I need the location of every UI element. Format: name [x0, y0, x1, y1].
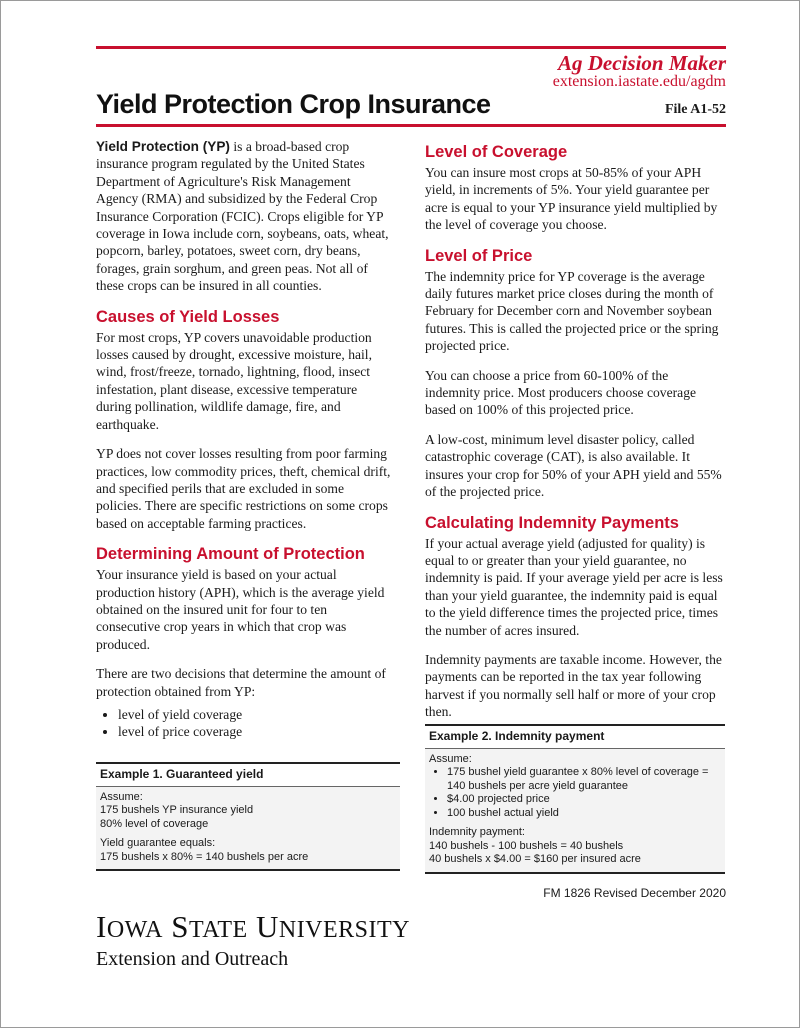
example-2-result-line: 140 bushels - 100 bushels = 40 bushels — [429, 839, 624, 852]
calc-heading: Calculating Indemnity Payments — [425, 513, 679, 532]
example-2-result-label: Indemnity payment: — [429, 826, 525, 838]
example-1-title: Example 1. Guaranteed yield — [96, 764, 400, 787]
page-title: Yield Protection Crop Insurance — [96, 89, 491, 119]
example-1-body — [96, 787, 400, 870]
determining-paragraph-1: Your insurance yield is based on your actual production history (APH), which is the average yield obtained on the insured unit for four to ten consecutive crop years in which that crop was produced. — [96, 567, 385, 652]
isu-logo — [96, 909, 411, 971]
price-paragraph-1: The indemnity price for YP coverage is the average daily futures market price closes during the month of February for December corn and November soybean futures. This is called the projected price or the spring projected price. — [425, 268, 719, 354]
isu-wordmark: IOWA STATE UNIVERSITY — [96, 909, 411, 944]
determining-heading: Determining Amount of Protection — [96, 545, 365, 564]
causes-paragraph-1: For most crops, YP covers unavoidable production losses caused by drought, excessive moisture, hail, wind, frost/freeze, tornado, lightning, flood, insect infestation, plant disease, excessive temperature during pollination, wildlife damage, fire, and earthquake. — [96, 329, 372, 432]
example-1-result-line: 175 bushels x 80% = 140 bushels per acre — [100, 850, 309, 863]
list-item: • 175 bushel yield guarantee x 80% level of coverage = 140 bushels per acre yield guarantee — [447, 766, 721, 793]
price-paragraph-2: You can choose a price from 60-100% of the indemnity price. Most producers choose coverage based on 100% of this projected price. — [425, 367, 697, 418]
right-column — [425, 142, 725, 733]
example-1-result-label: Yield guarantee equals: — [100, 837, 216, 849]
list-item: • level of price coverage — [118, 723, 391, 740]
list-item: • level of yield coverage — [118, 706, 391, 723]
example-2-body — [425, 749, 725, 872]
left-column — [96, 138, 391, 751]
causes-paragraph-2: YP does not cover losses resulting from poor farming practices, low commodity prices, theft, chemical drift, and specified perils that are excluded in some policies. There are specific restrictions on some crops based on acceptable farming practices. — [96, 446, 391, 531]
example-1-box — [96, 762, 400, 871]
example-1-assume-line: 80% level of coverage — [100, 817, 209, 830]
intro-text: is a broad-based crop insurance program regulated by the United States Department of Agriculture's Risk Management Agency (RMA) and subsidized by the Federal Crop Insurance Corporation (FCIC). Crops eligible for YP coverage in Iowa include corn, soybeans, oats, wheat, popcorn, barley, potatoes, sweet corn, dry beans, forages, grain sorghum, and green peas. Not all of these crops can be insured in all counties. — [96, 139, 389, 294]
isu-subtitle: Extension and Outreach — [96, 948, 289, 970]
intro-lead: Yield Protection (YP) — [96, 139, 230, 154]
example-1-assume-line: 175 bushels YP insurance yield — [100, 804, 254, 816]
decision-list — [96, 706, 391, 741]
causes-heading: Causes of Yield Losses — [96, 307, 280, 326]
publication-code: FM 1826 Revised December 2020 — [543, 886, 726, 900]
example-2-assume-list — [429, 766, 721, 820]
file-code: File A1-52 — [664, 102, 726, 117]
example-2-assume-label: Assume: — [429, 752, 472, 765]
calc-paragraph-1: If your actual average yield (adjusted for quality) is equal to or greater than your yield guarantee, no indemnity is paid. If your average yield per acre is less than your yield guarantee, the indemnity paid is equal to the yield difference times the projected price, times the number of acres insured. — [425, 535, 723, 638]
coverage-heading: Level of Coverage — [425, 143, 568, 161]
header-top-rule — [96, 46, 726, 49]
determining-paragraph-2: There are two decisions that determine the amount of protection obtained from YP: — [96, 666, 386, 699]
intro-paragraph — [96, 138, 391, 295]
list-item: • $4.00 projected price — [447, 793, 721, 807]
example-2-result-line: 40 bushels x $4.00 = $160 per insured acre — [429, 853, 641, 865]
brand-block — [553, 52, 726, 90]
example-1-assume-label: Assume: — [100, 790, 143, 803]
calc-paragraph-2: Indemnity payments are taxable income. However, the payments can be reported in the tax year following harvest if you normally sell half or more of your crop then. — [425, 651, 722, 720]
brand-name: Ag Decision Maker — [558, 51, 726, 75]
list-item: • 100 bushel actual yield — [447, 807, 721, 821]
header-bottom-rule — [96, 124, 726, 127]
price-heading: Level of Price — [425, 246, 533, 265]
example-2-box — [425, 724, 725, 874]
example-2-title: Example 2. Indemnity payment — [425, 726, 725, 749]
price-paragraph-3: A low-cost, minimum level disaster policy, called catastrophic coverage (CAT), is also available. It insures your crop for 50% of your APH yield and 55% of the projected price. — [425, 431, 722, 500]
brand-url[interactable]: extension.iastate.edu/agdm — [552, 73, 726, 90]
coverage-paragraph: You can insure most crops at 50-85% of your APH yield, in increments of 5%. Your yield guarantee per acre is equal to your YP insurance yield multiplied by the level of coverage you choose. — [425, 165, 718, 233]
